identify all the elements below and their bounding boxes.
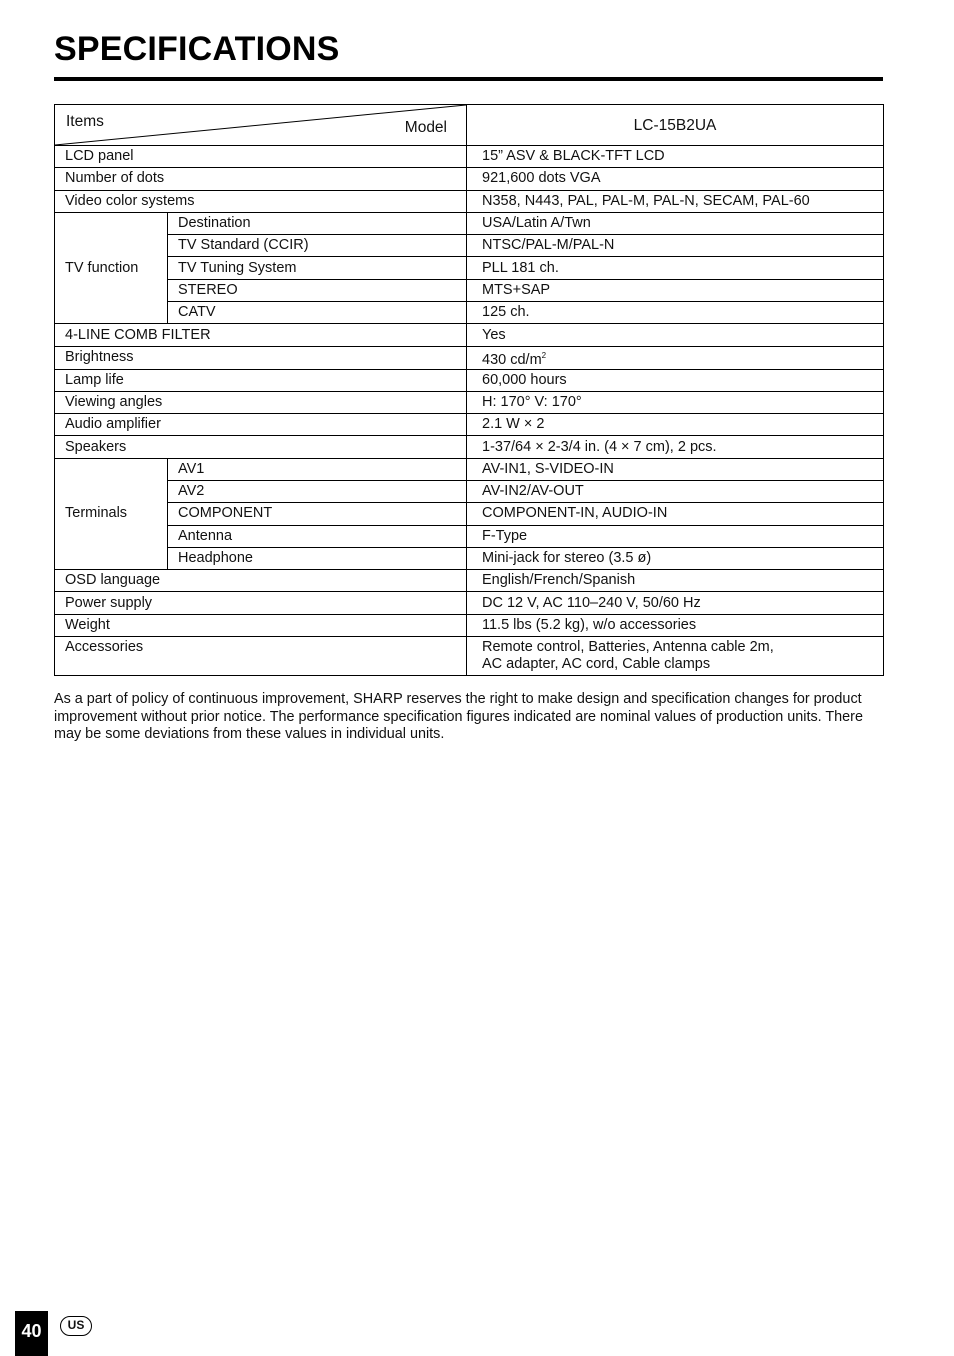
row-value: AV-IN2/AV-OUT [467, 480, 884, 502]
row-label: Lamp life [55, 369, 467, 391]
row-label: Number of dots [55, 168, 467, 190]
row-label: Weight [55, 614, 467, 636]
brightness-value: 430 cd/m [482, 351, 542, 368]
row-label: OSD language [55, 570, 467, 592]
row-label: 4-LINE COMB FILTER [55, 324, 467, 346]
table-row [55, 637, 884, 676]
row-label: LCD panel [55, 146, 467, 168]
table-row [55, 547, 884, 569]
sub-label: TV Standard (CCIR) [168, 235, 467, 257]
sub-label: COMPONENT [168, 503, 467, 525]
group-label-tv-function: TV function [55, 212, 168, 323]
table-row [55, 480, 884, 502]
row-value: COMPONENT-IN, AUDIO-IN [467, 503, 884, 525]
row-value: 15” ASV & BLACK-TFT LCD [467, 146, 884, 168]
sub-label: Antenna [168, 525, 467, 547]
page-title: SPECIFICATIONS [54, 30, 340, 68]
accessories-line-1: Remote control, Batteries, Antenna cable 2m, [482, 639, 774, 656]
table-row [55, 570, 884, 592]
row-value: 60,000 hours [467, 369, 884, 391]
table-row [55, 391, 884, 413]
table-row [55, 168, 884, 190]
sub-label: Headphone [168, 547, 467, 569]
table-row [55, 279, 884, 301]
row-label: Power supply [55, 592, 467, 614]
model-header: Model [404, 119, 447, 136]
sub-label: TV Tuning System [168, 257, 467, 279]
table-row [55, 592, 884, 614]
page-number: 40 [15, 1311, 48, 1356]
row-value: AV-IN1, S-VIDEO-IN [467, 458, 884, 480]
row-value: 921,600 dots VGA [467, 168, 884, 190]
items-header: Items [66, 113, 104, 130]
table-row [55, 190, 884, 212]
row-value: N358, N443, PAL, PAL-M, PAL-N, SECAM, PAL-60 [467, 190, 884, 212]
row-label: Viewing angles [55, 391, 467, 413]
row-value: Mini-jack for stereo (3.5 ø) [467, 547, 884, 569]
items-model-header-cell [55, 105, 467, 146]
row-value: 11.5 lbs (5.2 kg), w/o accessories [467, 614, 884, 636]
table-row [55, 346, 884, 369]
row-value: USA/Latin A/Twn [467, 212, 884, 234]
row-value: English/French/Spanish [467, 570, 884, 592]
table-row [55, 235, 884, 257]
row-label: Brightness [55, 346, 467, 369]
row-value: H: 170° V: 170° [467, 391, 884, 413]
row-value: Yes [467, 324, 884, 346]
sub-label: Destination [168, 212, 467, 234]
table-row [55, 414, 884, 436]
row-label: Video color systems [55, 190, 467, 212]
sub-label: AV2 [168, 480, 467, 502]
table-row [55, 257, 884, 279]
table-row [55, 503, 884, 525]
disclaimer-note: As a part of policy of continuous improvement, SHARP reserves the right to make design and specification changes for product improvement without prior notice. The performance specification figures indicated are nominal values of production units. There may be some deviations from these values in individual units. [54, 691, 863, 742]
row-value: 125 ch. [467, 302, 884, 324]
row-value [467, 346, 884, 369]
table-row [55, 324, 884, 346]
sub-label: CATV [168, 302, 467, 324]
table-row [55, 614, 884, 636]
region-badge: US [60, 1316, 92, 1336]
table-row [55, 212, 884, 234]
table-row [55, 458, 884, 480]
table-row [55, 525, 884, 547]
row-label: Accessories [55, 637, 467, 676]
group-label-terminals: Terminals [55, 458, 168, 569]
row-value: MTS+SAP [467, 279, 884, 301]
table-row [55, 146, 884, 168]
sub-label: STEREO [168, 279, 467, 301]
title-underline [54, 77, 883, 81]
row-value: PLL 181 ch. [467, 257, 884, 279]
row-label: Speakers [55, 436, 467, 458]
table-row [55, 436, 884, 458]
row-label: Audio amplifier [55, 414, 467, 436]
specifications-table [54, 104, 884, 676]
row-value [467, 637, 884, 676]
table-row [55, 369, 884, 391]
sub-label: AV1 [168, 458, 467, 480]
model-name-header: LC-15B2UA [467, 105, 884, 146]
table-header-row [55, 105, 884, 146]
row-value: 1-37/64 × 2-3/4 in. (4 × 7 cm), 2 pcs. [467, 436, 884, 458]
table-row [55, 302, 884, 324]
unit-superscript: 2 [541, 350, 547, 360]
row-value: DC 12 V, AC 110–240 V, 50/60 Hz [467, 592, 884, 614]
row-value: NTSC/PAL-M/PAL-N [467, 235, 884, 257]
row-value: F-Type [467, 525, 884, 547]
accessories-line-2: AC adapter, AC cord, Cable clamps [482, 656, 711, 673]
row-value: 2.1 W × 2 [467, 414, 884, 436]
